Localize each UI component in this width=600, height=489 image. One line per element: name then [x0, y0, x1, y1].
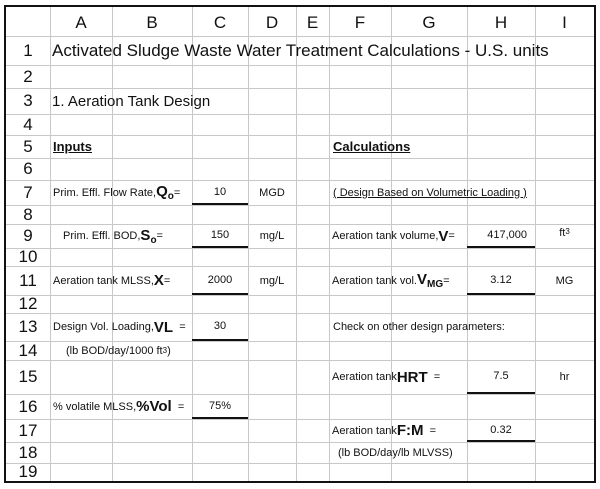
column-header-b[interactable]: B — [146, 13, 158, 32]
row-header-18[interactable]: 18 — [18, 442, 38, 462]
tank-volume-label[interactable]: Aeration tank volume, V = — [332, 227, 455, 245]
mlss-input[interactable]: 2000 — [192, 266, 248, 295]
hrt-unit[interactable]: hr — [559, 371, 570, 383]
hrt-label[interactable]: Aeration tank HRT = — [332, 368, 441, 386]
tank-volume-mg-unit[interactable]: MG — [555, 274, 574, 287]
row-header-19[interactable]: 19 — [18, 462, 38, 481]
row-header-1[interactable]: 1 — [23, 40, 33, 60]
vol-loading-unit-note[interactable]: (lb BOD/day/1000 ft 3 ) — [66, 344, 171, 357]
vol-loading-input[interactable]: 30 — [192, 313, 248, 341]
flow-rate-label[interactable]: Prim. Effl. Flow Rate, $Q_o$ = — [53, 183, 181, 202]
row-header-9[interactable]: 9 — [23, 226, 33, 245]
check-params-note[interactable]: Check on other design parameters: — [333, 321, 505, 333]
row-header-3[interactable]: 3 — [23, 91, 33, 110]
row-header-8[interactable]: 8 — [23, 204, 33, 224]
fm-label[interactable]: Aeration tank F:M = — [332, 422, 437, 439]
row-header-11[interactable]: 11 — [19, 270, 37, 290]
tank-volume-unit[interactable]: ft 3 — [559, 227, 570, 239]
column-header-h[interactable]: H — [494, 13, 508, 32]
row-header-2[interactable]: 2 — [23, 66, 33, 86]
tank-volume-mg-value[interactable]: 3.12 — [467, 266, 535, 295]
bod-input[interactable]: 150 — [192, 224, 248, 248]
fm-unit-note[interactable]: (lb BOD/day/lb MLVSS) — [338, 446, 453, 459]
bod-label[interactable]: Prim. Effl. BOD, $S_o$ = — [63, 226, 163, 246]
mlss-label[interactable]: Aeration tank MLSS, X = — [53, 272, 171, 289]
column-header-c[interactable]: C — [213, 13, 227, 32]
vol-loading-label[interactable]: Design Vol. Loading, VL = — [53, 318, 186, 336]
column-header-a[interactable]: A — [75, 13, 87, 32]
mlss-unit[interactable]: mg/L — [259, 274, 285, 287]
tank-volume-value[interactable]: 417,000 — [467, 224, 535, 248]
column-header-i[interactable]: I — [562, 13, 567, 32]
hrt-value[interactable]: 7.5 — [467, 360, 535, 394]
volatile-mlss-label[interactable]: % volatile MLSS, %Vol = — [53, 398, 185, 415]
spreadsheet — [4, 5, 596, 483]
section-title[interactable]: 1. Aeration Tank Design — [52, 92, 211, 110]
row-header-15[interactable]: 15 — [18, 367, 38, 386]
row-header-10[interactable]: 10 — [18, 247, 38, 266]
row-header-13[interactable]: 13 — [18, 317, 38, 336]
row-header-14[interactable]: 14 — [18, 340, 38, 360]
flow-rate-unit[interactable]: MGD — [259, 186, 285, 199]
row-header-4[interactable]: 4 — [23, 114, 33, 134]
row-header-6[interactable]: 6 — [23, 159, 33, 178]
column-header-g[interactable]: G — [422, 13, 436, 32]
column-header-e[interactable]: E — [306, 13, 319, 32]
sheet-title[interactable]: Activated Sludge Waste Water Treatment Calculations - U.S. units — [52, 40, 549, 60]
column-header-d[interactable]: D — [265, 13, 279, 32]
column-header-f[interactable]: F — [354, 13, 366, 32]
calculations-heading[interactable]: Calculations — [333, 139, 411, 154]
row-header-17[interactable]: 17 — [18, 420, 38, 440]
row-header-12[interactable]: 12 — [18, 294, 38, 313]
row-header-16[interactable]: 16 — [18, 396, 38, 416]
tank-volume-mg-label[interactable]: Aeration tank vol. $V_{MG}$ = — [332, 271, 450, 290]
bod-unit[interactable]: mg/L — [259, 230, 285, 242]
inputs-heading[interactable]: Inputs — [53, 139, 92, 154]
volatile-mlss-input[interactable]: 75% — [192, 394, 248, 419]
row-header-7[interactable]: 7 — [23, 182, 33, 202]
flow-rate-input[interactable]: 10 — [192, 180, 248, 205]
fm-value[interactable]: 0.32 — [467, 419, 535, 442]
row-header-5[interactable]: 5 — [23, 136, 33, 156]
design-basis-note[interactable]: ( Design Based on Volumetric Loading ) — [333, 186, 527, 199]
